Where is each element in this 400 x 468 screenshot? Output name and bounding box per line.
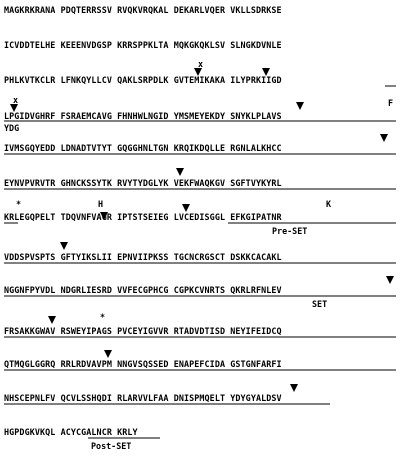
triangle-marker xyxy=(10,104,18,112)
sequence-line-4: LPGIDVGHRF FSRAEMCAVG FHNHWLNGID YMSMEYEKDY SNYKLPLAVS xyxy=(4,111,282,121)
triangle-marker xyxy=(48,316,56,324)
sequence-line-5: IVMSGQYEDD LDNADTVTYT GQGGHNLTGN KRQIKDQLLE RGNLALKHCC xyxy=(4,143,282,153)
mark-YDG: YDG xyxy=(4,123,20,133)
triangle-marker xyxy=(60,242,68,250)
mark-star: * xyxy=(16,199,22,209)
mark-H: H xyxy=(98,199,104,209)
triangle-marker xyxy=(296,102,304,110)
triangle-marker xyxy=(380,134,388,142)
label-set: SET xyxy=(312,299,328,309)
mark-x: x xyxy=(198,59,204,69)
label-post-set: Post-SET xyxy=(91,441,132,451)
sequence-line-12: NHSCEPNLFV QCVLSSHQDI RLARVVLFAA DNISPMQELT YDYGYALDSV xyxy=(4,393,282,403)
sequence-line-3-text: PHLKVTKCLR LFNKQYLLCV QAKLSRPDLK GVTEMIKAKA ILYPRKIIGD xyxy=(4,75,282,85)
sequence-line-10: FRSAKKGWAV RSWEYIPAGS PVCEYIGVVR RTADVDTISD NEYIFEIDCQ xyxy=(4,326,282,336)
mark-F: F xyxy=(388,98,394,108)
mark-x: x xyxy=(13,95,19,105)
sequence-line-13: HGPDGKVKQL ACYCGALNCR KRLY xyxy=(4,427,138,437)
triangle-marker xyxy=(182,204,190,212)
sequence-line-11: QTMQGLGGRQ RRLRDVAVPM NNGVSQSSED ENAPEFCIDA GSTGNFARFI xyxy=(4,359,282,369)
triangle-marker xyxy=(290,384,298,392)
triangle-marker xyxy=(386,276,394,284)
sequence-line-6: EYNVPVRVTR GHNCKSSYTK RVYTYDGLYK VEKFWAQKGV SGFTVYKYRL xyxy=(4,178,282,188)
triangle-marker xyxy=(176,168,184,176)
triangle-marker xyxy=(100,212,108,220)
triangle-marker xyxy=(262,68,270,76)
sequence-line-9: NGGNFPYVDL NDGRLIESRD VVFECGPHCG CGPKCVNRTS QKRLRFNLEV xyxy=(4,285,282,295)
mark-K: K xyxy=(326,199,332,209)
sequence-line-8: VDDSPVSPTS GFTYIKSLII EPNVIIPKSS TGCNCRGSCT DSKKCACAKL xyxy=(4,252,282,262)
sequence-line-2: ICVDDTELHE KEEENVDGSP KRRSPPKLTA MQKGKQKLSV SLNGKDVNLE xyxy=(4,40,282,50)
mark-star: * xyxy=(100,312,106,322)
sequence-line-1: MAGKRKRANA PDQTERRSSV RVQKVRQKAL DEKARLVQER VKLLSDRKSE xyxy=(4,5,282,15)
sequence-line-7: KRLEGQPELT TDQVNFVAGR IPTSTSEIEG LVCEDISGGL EFKGIPATNR xyxy=(4,212,282,222)
label-pre-set: Pre-SET xyxy=(272,226,308,236)
triangle-marker xyxy=(194,68,202,76)
triangle-marker xyxy=(104,350,112,358)
